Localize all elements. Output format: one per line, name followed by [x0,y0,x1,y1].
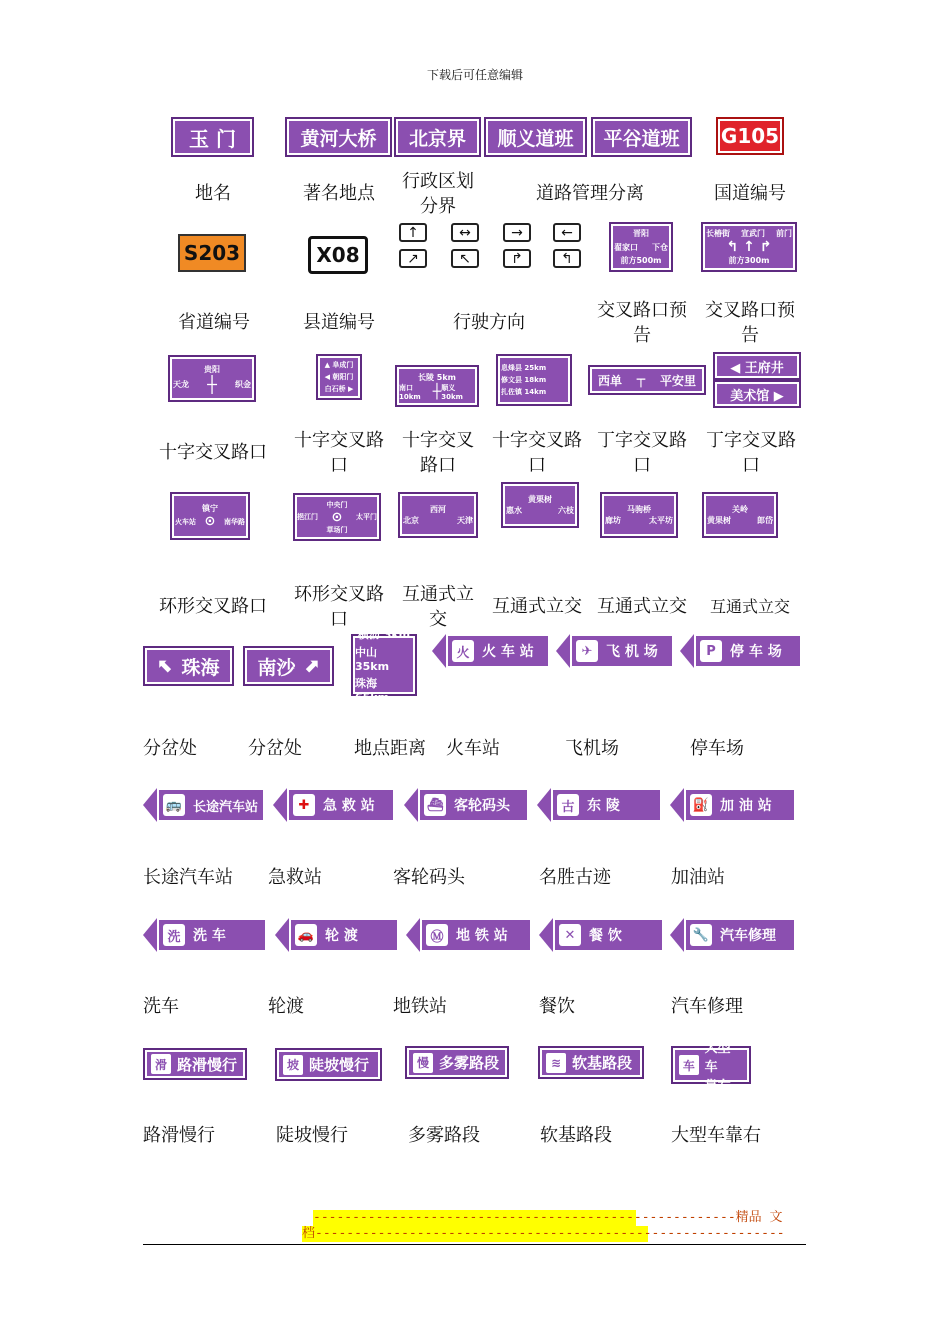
label-crossroad-4: 十字交叉路口 [492,430,582,476]
crossroad2-item-2: ◀ 朝阳门 [324,373,354,381]
interchange2-left: 惠水 [506,506,522,515]
steep-slope-label: 陡坡慢行 [309,1056,370,1074]
sign-dining [539,918,664,952]
crossroad3-top: 长陵 5km [417,372,456,382]
preview1-right: 下仓 [652,242,668,252]
label-parking: 停车场 [690,738,744,759]
truck-icon: 车 [679,1055,699,1075]
sign-interchange-1 [398,492,478,538]
sign-shunyi-daoban: 顺义道班 [484,117,587,157]
sign-crossroad-2 [316,354,362,400]
crossroad1-right: 织金 [234,379,251,389]
airplane-icon: ✈ [576,640,598,662]
label-slippery-road: 路滑慢行 [143,1125,215,1146]
sign-t-junction-1 [588,365,706,395]
car-wash-icon: 洗 [163,924,185,946]
label-interchange-2: 互通式立交 [492,596,582,617]
sign-s203: S203 [178,234,246,272]
crossroad4-item-1: 息烽县 25km [501,364,547,372]
roundabout2-top: 中央门 [326,500,348,509]
label-admin-border: 行政区划分界 [402,171,474,217]
waves-icon: ≋ [546,1053,566,1073]
interchange2-right: 六枝 [558,506,574,515]
roundabout1-left: 火车站 [175,517,196,526]
sign-t-junction-2 [713,352,801,408]
sign-x08: X08 [308,236,368,274]
sign-historic-site [537,788,662,822]
sign-fork-zhuhai [143,646,234,686]
label-soft-base: 软基路段 [540,1125,612,1146]
sign-train-station [432,634,550,668]
interchange2-top: 黄栗树 [528,495,552,504]
pagoda-icon: 古 [557,794,579,816]
crossroad3-left: 南口 10km [399,383,421,401]
label-interchange-1: 互通式立交 [402,584,474,630]
roundabout2-icon: ⊙ [331,509,343,525]
sign-yumen: 玉 门 [171,117,254,157]
label-large-vehicle: 大型车靠右 [671,1125,761,1146]
sign-gas-station [670,788,796,822]
sign-junction-preview-2 [701,222,797,272]
arrow-up-icon: ↑ [399,223,427,242]
label-historic-site: 名胜古迹 [539,867,611,888]
t-junction-icon: ┬ [636,372,646,388]
first-aid-label: 急 救 站 [323,798,375,814]
crossroad4-item-2: 修文县 18km [501,376,547,384]
parking-label: 停 车 场 [730,644,782,660]
sign-interchange-2 [501,482,579,528]
historic-site-label: 东 陵 [587,798,620,814]
arrow-turn-left-icon: ↰ [553,249,581,268]
slope-icon: 坡 [283,1055,303,1075]
label-coach-station: 长途汽车站 [143,867,233,888]
preview2-arrows-icon: ↰ ↑ ↱ [726,239,772,255]
label-train-station: 火车站 [446,738,500,759]
fork-knife-icon: ✕ [559,924,581,946]
crossroad-icon: ┼ [207,374,217,394]
label-crossroad-1: 十字交叉路口 [159,442,267,463]
distance-item-2: 中山 35km [355,646,390,673]
interchange3-left: 廊坊 [605,516,621,525]
sign-soft-base [538,1046,644,1079]
sign-g105: G105 [716,117,784,155]
fork1-label: 珠海 [181,656,220,679]
roundabout2-left: 挹江门 [297,513,318,521]
car-wash-label: 洗 车 [193,928,226,944]
sign-car-wash [143,918,267,952]
sign-interchange-3 [600,492,678,538]
label-crossroad-3: 十字交叉路口 [402,430,474,476]
label-driving-direction: 行驶方向 [453,312,525,333]
crossroad3-icon: ┼ [432,383,442,400]
roundabout1-top: 镇宁 [202,504,218,513]
crossroad4-item-3: 扎佐镇 14km [501,388,547,396]
airport-label: 飞 机 场 [606,644,658,660]
preview2-item-3: 前门 [776,229,792,238]
preview2-item-2: 宣武门 [741,229,765,238]
label-crossroad-2: 十字交叉路口 [294,430,384,476]
roundabout-icon: ⊙ [204,514,216,529]
arrow-left-right-icon: ↔ [451,223,479,242]
car-ferry-icon: 🚗 [295,924,317,946]
interchange3-top: 马驹桥 [627,505,651,514]
tjunction2-top: ◀ 王府井 [713,352,801,380]
ferry-terminal-label: 客轮码头 [454,798,510,814]
interchange3-right: 太平坊 [649,516,673,525]
sign-steep-slope [275,1048,382,1081]
crossroad3-right: 顺义 30km [441,383,463,401]
crossroad2-item-3: 白石桥 ▶ [324,385,354,393]
dining-label: 餐 饮 [589,928,622,944]
sign-roundabout-2 [293,493,381,541]
interchange4-top: 关岭 [732,505,748,514]
car-ferry-label: 轮 渡 [325,928,358,944]
tjunction2-bottom: 美术馆 ▶ [713,380,801,408]
crossroad1-top: 贵阳 [204,364,220,374]
fog-zone-label: 多雾路段 [439,1054,500,1072]
crossroad1-left: 天龙 [173,379,189,389]
sign-distance [351,628,417,704]
soft-base-label: 软基路段 [572,1054,633,1072]
label-road-mgmt: 道路管理分离 [536,183,644,204]
slow-icon: 慢 [413,1053,433,1073]
bus-icon: 🚌 [163,794,185,816]
sign-car-ferry [275,918,399,952]
tjunction1-right: 平安里 [659,373,696,388]
sign-first-aid [273,788,395,822]
direction-arrows-group [399,223,589,273]
coach-station-label: 长途汽车站 [193,799,259,815]
preview1-bottom: 前方500m [620,256,662,265]
label-national-road: 国道编号 [714,183,786,204]
label-first-aid: 急救站 [268,867,322,888]
large-vehicle-text: 大型车 靠右 [704,1040,731,1094]
interchange4-right: 郎岱 [757,516,773,525]
sign-ferry-terminal [404,788,529,822]
preview2-bottom: 前方300m [728,256,770,265]
label-airport: 飞机场 [565,738,619,759]
interchange1-left: 北京 [403,516,419,525]
subway-station-label: 地 铁 站 [456,928,508,944]
label-distance: 地点距离 [354,738,426,759]
sign-junction-preview-1 [609,222,673,272]
label-place-name: 地名 [195,183,231,204]
sign-parking [680,634,802,668]
tjunction1-left: 西单 [598,373,623,388]
label-famous-place: 著名地点 [303,183,375,204]
distance-item-1: 横沥 3km [357,628,411,641]
arrow-turn-right-icon: ↱ [503,249,531,268]
sign-beijing-border: 北京界 [394,117,481,157]
arrow-up-left-icon: ↖ [451,249,479,268]
label-junction-preview-1: 交叉路口预告 [597,300,687,346]
label-interchange-4: 互通式立交 [709,597,790,616]
sign-huanghe-bridge: 黄河大桥 [285,117,392,157]
label-steep-slope: 陡坡慢行 [276,1125,348,1146]
label-roundabout-2: 环形交叉路口 [294,584,384,630]
arrow-right-icon: → [503,223,531,242]
preview2-item-1: 长椿街 [706,229,730,238]
label-car-repair: 汽车修理 [671,996,743,1017]
label-car-ferry: 轮渡 [268,996,304,1017]
slippery-label: 路滑慢行 [177,1055,238,1074]
interchange1-right: 天津 [457,516,473,525]
label-fog-zone: 多雾路段 [408,1125,480,1146]
roundabout2-right: 太平门 [356,513,377,521]
crossroad2-item-1: ▲ 阜成门 [324,361,354,369]
slippery-icon: 滑 [151,1054,171,1074]
sign-large-vehicle-right [671,1040,751,1094]
sign-subway-station [406,918,532,952]
arrow-up-left-icon: ⬉ [157,655,174,677]
train-icon: 火 [452,640,474,662]
label-fork-2: 分岔处 [248,738,302,759]
label-junction-preview-2: 交叉路口预告 [705,300,795,346]
ship-icon: ⛴ [424,794,446,816]
footer-divider [143,1244,806,1245]
page-header: 下载后可任意编辑 [426,68,523,82]
label-car-wash: 洗车 [143,996,179,1017]
arrow-left-icon: ← [553,223,581,242]
distance-item-3: 珠海 65km [355,677,390,704]
roundabout1-right: 南华路 [224,517,245,526]
sign-pinggu-daoban: 平谷道班 [591,117,692,157]
label-t-junction-2: 丁字交叉路口 [706,430,796,476]
fuel-pump-icon: ⛽ [690,794,712,816]
preview1-top: 晋阳 [633,229,649,238]
car-repair-label: 汽车修理 [720,928,776,944]
sign-airport [556,634,674,668]
fork2-label: 南沙 [257,656,296,679]
parking-icon: P [700,640,722,662]
label-fork-1: 分岔处 [143,738,197,759]
preview1-left: 翟家口 [614,242,638,252]
label-subway-station: 地铁站 [393,996,447,1017]
label-provincial-road: 省道编号 [178,312,250,333]
wrench-icon: 🔧 [690,924,712,946]
interchange4-left: 黄果树 [707,516,731,525]
label-ferry-terminal: 客轮码头 [393,867,465,888]
arrow-up-right-icon: ↗ [399,249,427,268]
label-t-junction-1: 丁字交叉路口 [597,430,687,476]
label-interchange-3: 互通式立交 [597,596,687,617]
roundabout2-bottom: 草场门 [326,525,348,534]
sign-crossroad-1 [168,355,256,402]
sign-crossroad-3 [395,365,479,407]
sign-interchange-4 [702,492,778,538]
label-dining: 餐饮 [539,996,575,1017]
train-station-label: 火 车 站 [482,644,534,660]
gas-station-label: 加 油 站 [720,798,772,814]
footer-line-2: 档------------------------------------------------------------ [302,1226,785,1241]
sign-coach-station [143,788,265,822]
first-aid-icon: ✚ [293,794,315,816]
footer-line-1: ------------------------------------------------------精品 文 [313,1210,783,1225]
sign-fork-nansha [243,646,334,686]
arrow-up-right-icon: ⬈ [303,655,320,677]
sign-fog-zone [405,1046,509,1079]
sign-crossroad-4 [496,354,572,406]
label-roundabout-1: 环形交叉路口 [159,596,267,617]
sign-car-repair [670,918,796,952]
label-gas-station: 加油站 [671,867,725,888]
label-county-road: 县道编号 [303,312,375,333]
interchange1-top: 西河 [430,505,446,514]
sign-slippery-road [143,1048,247,1080]
sign-roundabout-1 [170,492,250,540]
subway-icon: Ⓜ [426,924,448,946]
